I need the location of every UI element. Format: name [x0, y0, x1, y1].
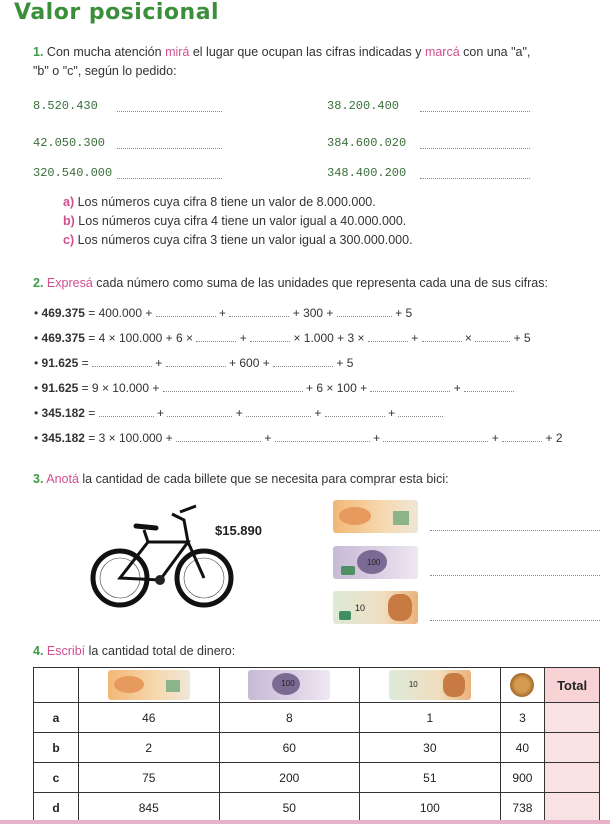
answer-blank[interactable]: [422, 341, 462, 342]
option-text: Los números cuya cifra 3 tiene un valor igual a 300.000.000.: [77, 233, 413, 247]
bill-10-value: 10: [355, 603, 366, 613]
table-cell: 200: [219, 763, 360, 793]
answer-blank[interactable]: [99, 416, 154, 417]
table-cell: 75: [79, 763, 220, 793]
sum-part: +: [411, 331, 419, 345]
answer-blank[interactable]: [502, 441, 542, 442]
sum-part: + 5: [336, 356, 354, 370]
bill-1000-header: [79, 668, 220, 703]
bill-100-header: [219, 668, 360, 703]
answer-blank[interactable]: [246, 416, 311, 417]
q1-option-c: [63, 232, 413, 249]
sum-part: + 5: [395, 306, 413, 320]
option-text: Los números cuya cifra 8 tiene un valor de 8.000.000.: [77, 195, 376, 209]
total-answer-cell[interactable]: [545, 763, 600, 793]
q1-word-marca: marcá: [424, 45, 460, 59]
table-cell: 900: [500, 763, 545, 793]
sum-part: = 3 × 100.000 +: [88, 431, 173, 445]
money-table: [33, 667, 600, 823]
row-label: c: [34, 763, 79, 793]
sum-part: +: [373, 431, 381, 445]
sum-part: +: [235, 406, 243, 420]
answer-blank[interactable]: [383, 441, 488, 442]
q1-number: 38.200.400: [327, 99, 400, 113]
table-row: [34, 703, 600, 733]
page-title: Valor posicional: [14, 0, 220, 25]
q4-word: Escribí: [46, 644, 86, 658]
table-cell: 50: [219, 793, 360, 823]
sum-part: =: [81, 356, 89, 370]
answer-blank[interactable]: [370, 391, 450, 392]
sum-number: 345.182: [41, 406, 85, 420]
sum-number: 469.375: [41, 306, 85, 320]
table-cell: 46: [79, 703, 220, 733]
sum-part: = 4 × 100.000 + 6 ×: [88, 331, 194, 345]
sum-part: +: [156, 406, 164, 420]
sum-line: • 469.375 = 4 × 100.000 + 6 × + × 1.000 + 3 × + × + 5: [34, 331, 531, 345]
table-cell: 738: [500, 793, 545, 823]
option-letter: a): [63, 195, 75, 209]
table-cell: 3: [500, 703, 545, 733]
answer-blank[interactable]: [430, 530, 600, 531]
sum-part: +: [155, 356, 163, 370]
sum-part: + 5: [513, 331, 531, 345]
sum-part: +: [453, 381, 461, 395]
question-4-number: 4.: [33, 644, 44, 658]
table-cell: 30: [360, 733, 501, 763]
answer-blank[interactable]: [398, 416, 443, 417]
answer-blank[interactable]: [475, 341, 510, 342]
q2-word: Expresá: [46, 276, 93, 290]
row-label: d: [34, 793, 79, 823]
answer-blank[interactable]: [337, 316, 392, 317]
answer-blank[interactable]: [420, 148, 530, 149]
sum-part: + 300 +: [292, 306, 334, 320]
answer-blank[interactable]: [464, 391, 514, 392]
q4-text: la cantidad total de dinero:: [85, 644, 236, 658]
sum-line: • 345.182 = + + + +: [34, 406, 443, 420]
bill-10-image: [333, 591, 418, 624]
table-cell: 2: [79, 733, 220, 763]
answer-blank[interactable]: [275, 441, 370, 442]
coin-icon: [510, 673, 534, 697]
corner-cell: [34, 668, 79, 703]
table-cell: 1: [360, 703, 501, 733]
row-label: b: [34, 733, 79, 763]
q3-text: la cantidad de cada billete que se necesita para comprar esta bici:: [78, 472, 449, 486]
total-answer-cell[interactable]: [545, 793, 600, 823]
total-answer-cell[interactable]: [545, 733, 600, 763]
sum-part: ×: [464, 331, 472, 345]
bill-100-image: [333, 546, 418, 579]
sum-part: = 400.000 +: [88, 306, 153, 320]
table-cell: 40: [500, 733, 545, 763]
total-header: Total: [545, 668, 600, 703]
question-3-number: 3.: [33, 472, 44, 486]
q1-text-post: con una "a",: [459, 45, 531, 59]
answer-blank[interactable]: [92, 366, 152, 367]
q1-option-a: [63, 194, 376, 211]
answer-blank[interactable]: [117, 178, 222, 179]
answer-blank[interactable]: [117, 148, 222, 149]
q2-text: cada número como suma de las unidades que representa cada una de sus cifras:: [92, 276, 548, 290]
answer-blank[interactable]: [325, 416, 385, 417]
option-letter: c): [63, 233, 75, 247]
answer-blank[interactable]: [167, 416, 232, 417]
q1-number: 348.400.200: [327, 166, 407, 180]
answer-blank[interactable]: [176, 441, 261, 442]
q1-word-mira: mirá: [165, 45, 190, 59]
answer-blank[interactable]: [117, 111, 222, 112]
bill-10-header-value: 10: [408, 680, 418, 689]
row-label: a: [34, 703, 79, 733]
option-letter: b): [63, 214, 75, 228]
sum-number: 91.625: [41, 381, 79, 395]
sum-part: +: [388, 406, 396, 420]
question-1-number: 1.: [33, 45, 44, 59]
coin-header: [500, 668, 545, 703]
answer-blank[interactable]: [430, 575, 600, 576]
question-2-number: 2.: [33, 276, 44, 290]
sum-part: = 9 × 10.000 +: [81, 381, 160, 395]
answer-blank[interactable]: [229, 316, 289, 317]
total-answer-cell[interactable]: [545, 703, 600, 733]
sum-part: +: [264, 431, 272, 445]
table-cell: 100: [360, 793, 501, 823]
sum-part: + 2: [545, 431, 563, 445]
bill-100-value: 100: [367, 558, 381, 567]
sum-line: • 469.375 = 400.000 + + + 300 + + 5: [34, 306, 413, 320]
bill-100-header-value: 100: [281, 679, 295, 688]
table-cell: 8: [219, 703, 360, 733]
bike-price: $15.890: [215, 523, 262, 538]
sum-part: +: [219, 306, 227, 320]
answer-blank[interactable]: [430, 620, 600, 621]
sum-number: 91.625: [41, 356, 79, 370]
sum-line: • 91.625 = + + 600 + + 5: [34, 356, 354, 370]
table-row: [34, 733, 600, 763]
table-row: [34, 763, 600, 793]
table-row: [34, 793, 600, 823]
table-header-row: [34, 668, 600, 703]
q1-option-b: [63, 213, 406, 230]
answer-blank[interactable]: [273, 366, 333, 367]
question-1-text: [33, 44, 603, 61]
sum-line: • 345.182 = 3 × 100.000 + + + + + 2: [34, 431, 563, 445]
answer-blank[interactable]: [163, 391, 303, 392]
sum-line: • 91.625 = 9 × 10.000 + + 6 × 100 + +: [34, 381, 514, 395]
q1-text-mid: el lugar que ocupan las cifras indicadas y: [189, 45, 425, 59]
answer-blank[interactable]: [368, 341, 408, 342]
sum-number: 345.182: [41, 431, 85, 445]
sum-number: 469.375: [41, 331, 85, 345]
answer-blank[interactable]: [196, 341, 236, 342]
table-cell: 60: [219, 733, 360, 763]
sum-part: =: [88, 406, 96, 420]
q1-number: 320.540.000: [33, 166, 113, 180]
question-4-text: [33, 643, 235, 660]
question-1-line2: "b" o "c", según lo pedido:: [33, 64, 177, 78]
option-text: Los números cuya cifra 4 tiene un valor igual a 40.000.000.: [78, 214, 407, 228]
q1-number: 8.520.430: [33, 99, 98, 113]
sum-part: × 1.000 + 3 ×: [293, 331, 365, 345]
bill-10-header: [360, 668, 501, 703]
bill-1000-image: [333, 500, 418, 533]
table-cell: 51: [360, 763, 501, 793]
answer-blank[interactable]: [156, 316, 216, 317]
bicycle-image: [88, 500, 236, 612]
question-3-text: [33, 471, 608, 488]
answer-blank[interactable]: [420, 111, 530, 112]
sum-part: +: [491, 431, 499, 445]
answer-blank[interactable]: [250, 341, 290, 342]
table-cell: 845: [79, 793, 220, 823]
q1-number: 42.050.300: [33, 136, 106, 150]
sum-part: + 6 × 100 +: [306, 381, 368, 395]
question-2-text: [33, 275, 608, 292]
sum-part: + 600 +: [229, 356, 270, 370]
q3-word: Anotá: [46, 472, 79, 486]
sum-part: +: [239, 331, 247, 345]
answer-blank[interactable]: [166, 366, 226, 367]
q1-text-pre: Con mucha atención: [46, 45, 166, 59]
answer-blank[interactable]: [420, 178, 530, 179]
q1-number: 384.600.020: [327, 136, 407, 150]
bottom-decoration: [0, 820, 610, 824]
sum-part: +: [314, 406, 322, 420]
